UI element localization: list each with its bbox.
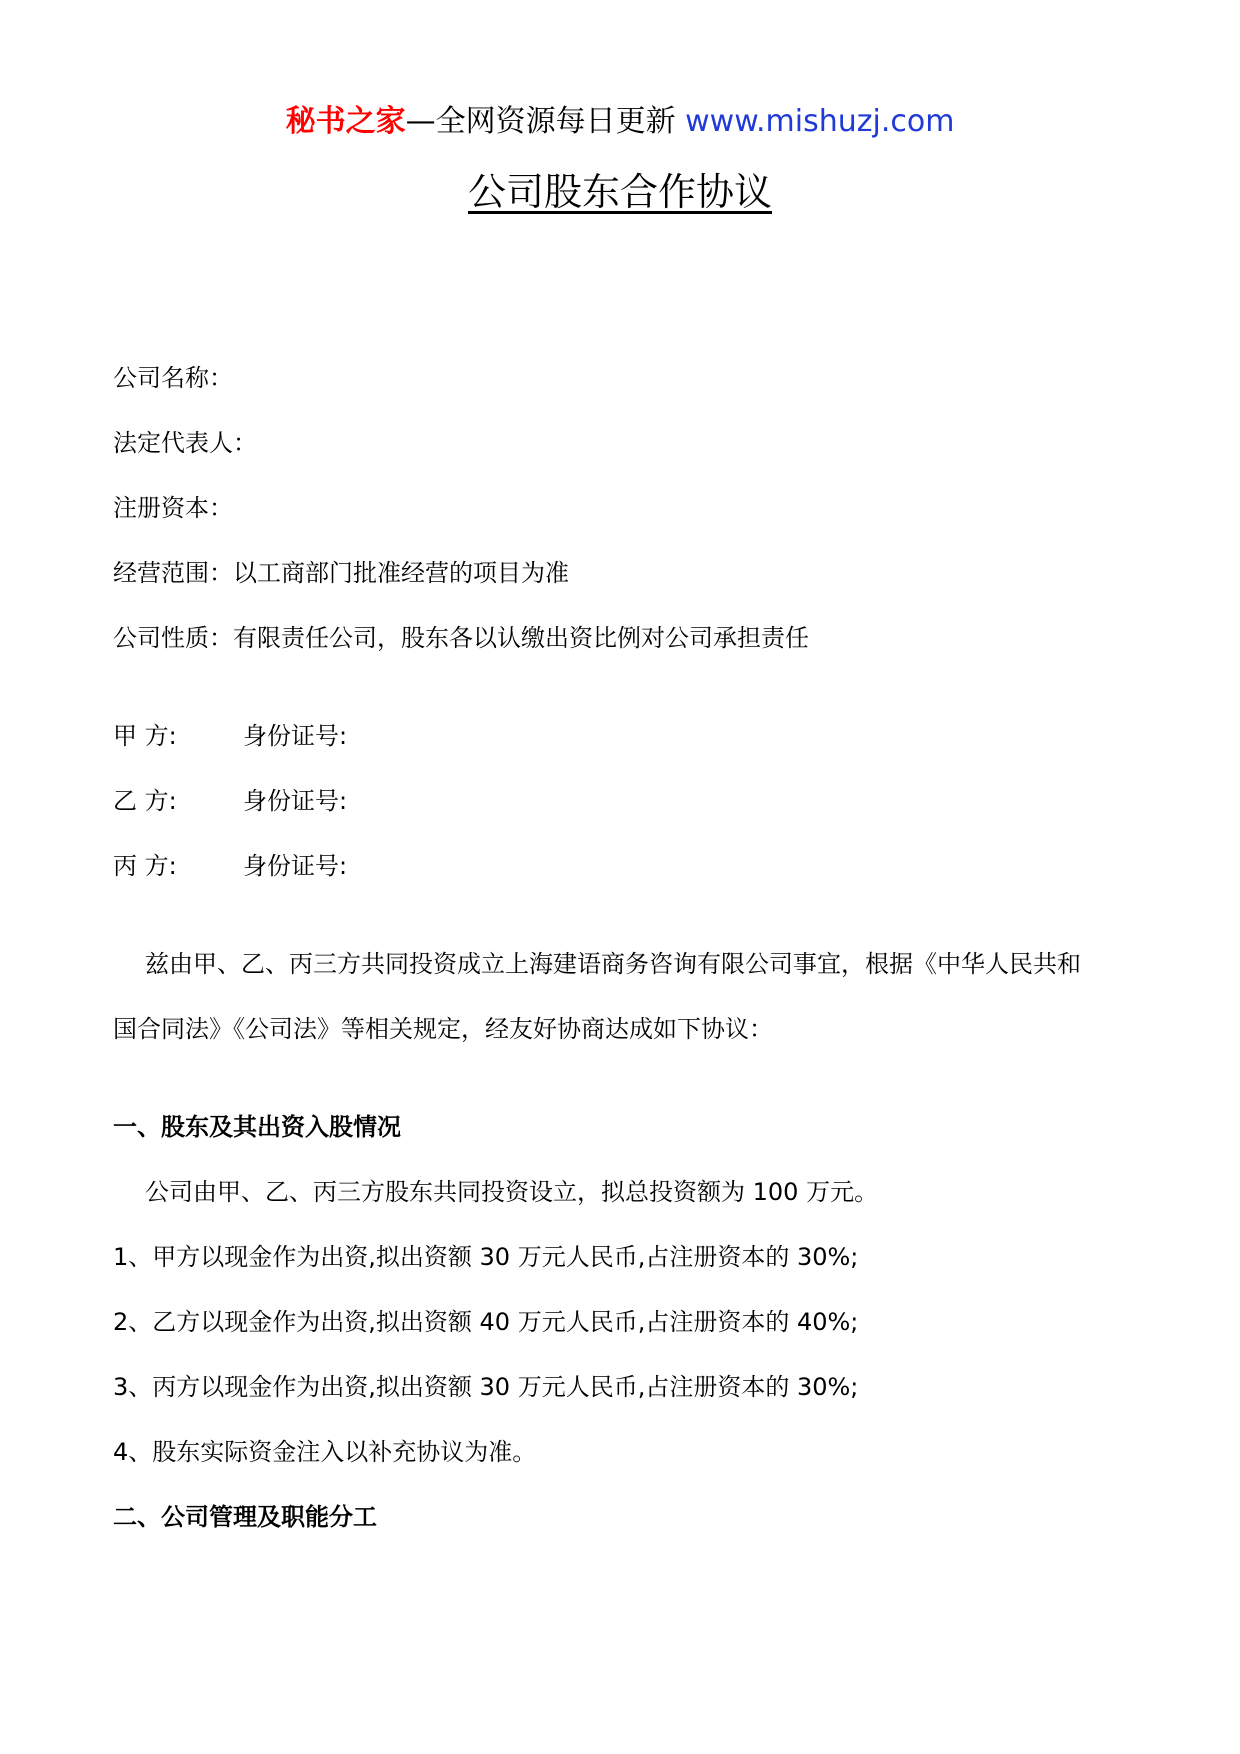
section-1-heading: 一、股东及其出资入股情况 xyxy=(113,1113,401,1141)
section-1-intro: 公司由甲、乙、丙三方股东共同投资设立，拟总投资额为 100 万元。 xyxy=(145,1178,879,1206)
party-b-row xyxy=(113,783,348,819)
section-1-item-3: 3、丙方以现金作为出资,拟出资额 30 万元人民币,占注册资本的 30%; xyxy=(113,1373,859,1401)
party-c-label: 丙 方: xyxy=(113,852,177,880)
party-b-label: 乙 方: xyxy=(113,787,177,815)
section-1-item-2: 2、乙方以现金作为出资,拟出资额 40 万元人民币,占注册资本的 40%; xyxy=(113,1308,859,1336)
legal-representative-field: 法定代表人： xyxy=(113,429,257,457)
party-a-id-label: 身份证号: xyxy=(243,722,348,750)
header-tagline: —全网资源每日更新 xyxy=(405,104,686,139)
document-title: 公司股东合作协议 xyxy=(467,170,772,214)
section-1-item-4: 4、股东实际资金注入以补充协议为准。 xyxy=(113,1438,537,1466)
registered-capital-field: 注册资本： xyxy=(113,494,233,522)
party-b-id-label: 身份证号: xyxy=(243,787,348,815)
section-2-heading: 二、公司管理及职能分工 xyxy=(113,1503,377,1531)
brand-name: 秘书之家 xyxy=(285,104,406,139)
company-name-field: 公司名称： xyxy=(113,364,233,392)
party-a-label: 甲 方: xyxy=(113,722,177,750)
party-c-id-label: 身份证号: xyxy=(243,852,348,880)
party-a-row xyxy=(113,718,348,754)
company-nature-field: 公司性质：有限责任公司，股东各以认缴出资比例对公司承担责任 xyxy=(113,624,809,652)
section-1-item-1: 1、甲方以现金作为出资,拟出资额 30 万元人民币,占注册资本的 30%; xyxy=(113,1243,859,1271)
site-url-link[interactable]: www.mishuzj.com xyxy=(685,104,955,139)
business-scope-field: 经营范围：以工商部门批准经营的项目为准 xyxy=(113,559,569,587)
preamble-line-1: 兹由甲、乙、丙三方共同投资成立上海建语商务咨询有限公司事宜，根据《中华人民共和 xyxy=(145,950,1081,978)
preamble-line-2: 国合同法》《公司法》等相关规定，经友好协商达成如下协议： xyxy=(113,1015,773,1043)
site-header xyxy=(0,100,1240,144)
party-c-row xyxy=(113,848,348,884)
